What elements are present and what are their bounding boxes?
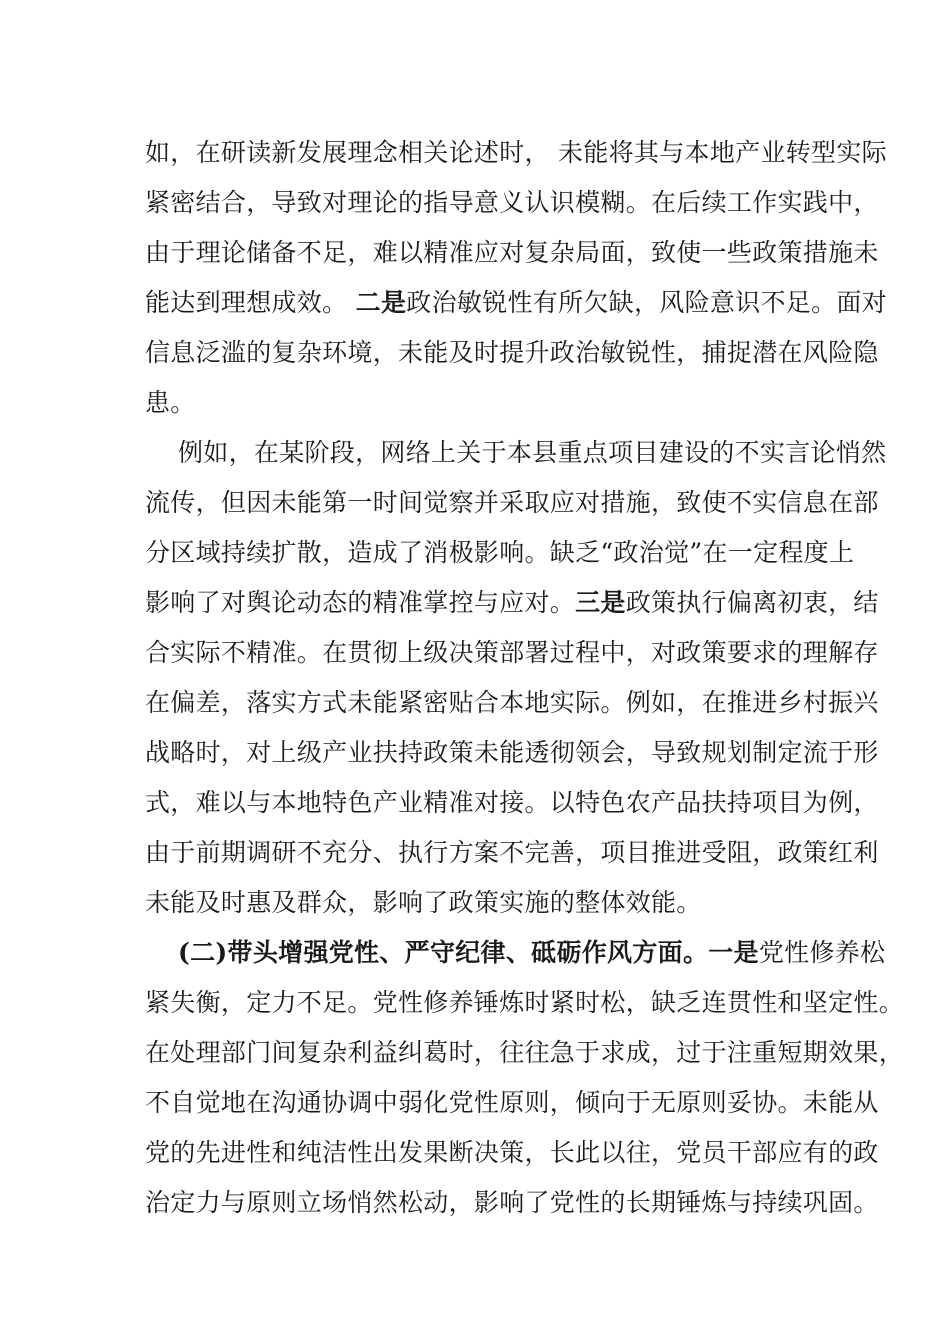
text-line	[145, 688, 879, 718]
text-line	[178, 938, 886, 968]
text-line	[145, 338, 879, 368]
text-line	[145, 988, 905, 1018]
line-text: 患。	[145, 388, 196, 417]
line-text: 政策执行偏离初衷，结	[625, 588, 879, 617]
line-text: 例如，在某阶段，网络上关于本县重点项目建设的不实言论悄然	[178, 438, 887, 467]
line-text: 由于理论储备不足，难以精准应对复杂局面，致使一些政策措施未	[145, 238, 879, 267]
text-line	[145, 838, 879, 868]
line-text: 由于前期调研不充分、执行方案不完善，项目推进受阻，政策红利	[145, 838, 879, 867]
line-text: 紧密结合，导致对理论的指导意义认识模糊。在后续工作实践中，	[145, 188, 879, 217]
line-text: 战略时，对上级产业扶持政策未能透彻领会，导致规划制定流于形	[145, 738, 879, 767]
line-text: 未能及时惠及群众，影响了政策实施的整体效能。	[145, 888, 702, 917]
text-line	[145, 588, 879, 618]
line-text: 政治敏锐性有所欠缺，风险意识不足。面对	[406, 288, 887, 317]
text-line	[145, 238, 879, 268]
line-text: 紧失衡，定力不足。党性修养锤炼时紧时松，缺乏连贯性和坚定性。	[145, 988, 905, 1017]
text-line	[145, 188, 879, 218]
text-line	[145, 638, 879, 668]
text-line	[145, 888, 810, 918]
text-line	[145, 1188, 879, 1218]
text-line	[145, 738, 879, 768]
line-text: 党性修养松	[758, 938, 886, 967]
line-text: 式，难以与本地特色产业精准对接。以特色农产品扶持项目为例，	[145, 788, 879, 817]
line-text: 党的先进性和纯洁性出发果断决策，长此以往，党员干部应有的政	[145, 1138, 879, 1167]
text-line	[178, 438, 887, 468]
text-line	[145, 1038, 905, 1068]
line-text: 影响了对舆论动态的精准掌控与应对。	[145, 588, 576, 617]
line-text: 能达到理想成效。	[145, 288, 356, 317]
line-text: 如，在研读新发展理念相关论述时， 未能将其与本地产业转型实际	[145, 138, 887, 167]
text-line	[145, 538, 855, 568]
text-line	[145, 388, 810, 418]
line-text: 治定力与原则立场悄然松动，影响了党性的长期锤炼与持续巩固。	[145, 1188, 879, 1217]
line-text: 在偏差，落实方式未能紧密贴合本地实际。例如，在推进乡村振兴	[145, 688, 879, 717]
text-line	[145, 288, 887, 318]
text-line	[145, 1138, 879, 1168]
text-line	[145, 1088, 879, 1118]
line-text: 信息泛滥的复杂环境，未能及时提升政治敏锐性，捕捉潜在风险隐	[145, 338, 879, 367]
line-text: 合实际不精准。在贯彻上级决策部署过程中，对政策要求的理解存	[145, 638, 879, 667]
line-text: 分区域持续扩散，造成了消极影响。缺乏“政治觉”在一定程度上	[145, 538, 855, 567]
line-text: 流传，但因未能第一时间觉察并采取应对措施，致使不实信息在部	[145, 488, 879, 517]
line-text: 在处理部门间复杂利益纠葛时，往往急于求成，过于注重短期效果，	[145, 1038, 905, 1067]
bold-lead-text: 二是	[355, 288, 407, 317]
text-line	[145, 488, 879, 518]
bold-lead-text: (二)带头增强党性、严守纪律、砥砺作风方面。一是	[178, 938, 759, 967]
line-text: 不自觉地在沟通协调中弱化党性原则，倾向于无原则妥协。未能从	[145, 1088, 879, 1117]
text-line	[145, 788, 879, 818]
bold-lead-text: 三是	[575, 588, 626, 617]
text-line	[145, 138, 887, 168]
